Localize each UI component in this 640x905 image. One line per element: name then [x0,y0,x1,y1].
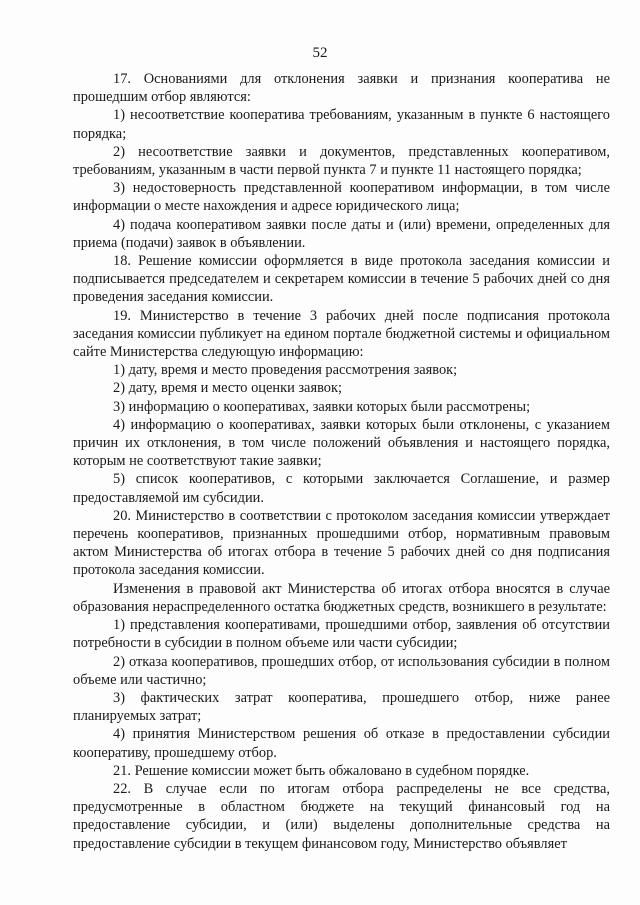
list-item: 4) подача кооперативом заявки после даты и (или) времени, определенных для приема (подачи) заявок в объявлении. [73,216,610,251]
list-item: 3) информацию о кооперативах, заявки которых были рассмотрены; [113,398,531,415]
list-item: 3) недостоверность представленной кооперативом информации, в том числе информации о месте нахождения и адресе юридического лица; [73,180,610,215]
list-item: 2) отказа кооперативов, прошедших отбор, от использования субсидии в полном объеме или частично; [73,653,610,688]
paragraph-20: 20. Министерство в соответствии с протоколом заседания комиссии утверждает перечень кооперативов, признанных прошедшими отбор, нормативным правовым актом Министерства об итогах отбора в течение 5 рабочих дней со дня подписания протокола заседания комиссии. [73,507,610,579]
list-item: 3) фактических затрат кооператива, прошедшего отбор, ниже ранее планируемых затрат; [73,689,610,725]
list-item: 2) несоответствие заявки и документов, представленных кооперативом, требованиям, указанным в части первой пункта 7 и пункте 11 настоящего порядка; [73,143,610,179]
list-item: 1) представления кооперативами, прошедшими отбор, заявления об отсутствии потребности в субсидии в полном объеме или части субсидии; [73,617,610,652]
paragraph-21: 21. Решение комиссии может быть обжаловано в судебном порядке. [113,762,530,779]
list-item: 4) принятия Министерством решения об отказе в предоставлении субсидии кооперативу, прошедшему отбор. [73,726,610,761]
list-item: 1) несоответствие кооператива требованиям, указанным в пункте 6 настоящего порядка; [73,107,610,142]
paragraph-18: 18. Решение комиссии оформляется в виде протокола заседания комиссии и подписывается председателем и секретарем комиссии в течение 5 рабочих дней со дня проведения заседания комиссии. [73,253,610,306]
list-item: 5) список кооперативов, с которыми заключается Соглашение, и размер предоставляемой им субсидии. [73,471,610,506]
document-body [73,70,610,853]
paragraph-19: 19. Министерство в течение 3 рабочих дней после подписания протокола заседания комиссии публикует на едином портале бюджетной системы и официальном сайте Министерства следующую информацию: [73,307,610,361]
paragraph-17: 17. Основаниями для отклонения заявки и признания кооператива не прошедшим отбор являются: [73,71,610,106]
list-item: 2) дату, время и место оценки заявок; [113,380,342,397]
page-number: 52 [312,45,328,61]
paragraph-22: 22. В случае если по итогам отбора распределены не все средства, предусмотренные в областном бюджете на текущий финансовый год на предоставление субсидии, и (или) выделены дополнительные средства на предоставление субсидии в текущем финансовом году, Министерство объявляет [73,780,610,852]
list-item: 4) информацию о кооперативах, заявки которых были отклонены, с указанием причин их отклонения, в том числе положений объявления и настоящего порядка, которым не соответствуют такие заявки; [73,416,610,470]
list-item: 1) дату, время и место проведения рассмотрения заявок; [113,362,458,379]
paragraph-amendments: Изменения в правовой акт Министерства об итогах отбора вносятся в случае образования нераспределенного остатка бюджетных средств, возникшего в результате: [73,580,610,615]
